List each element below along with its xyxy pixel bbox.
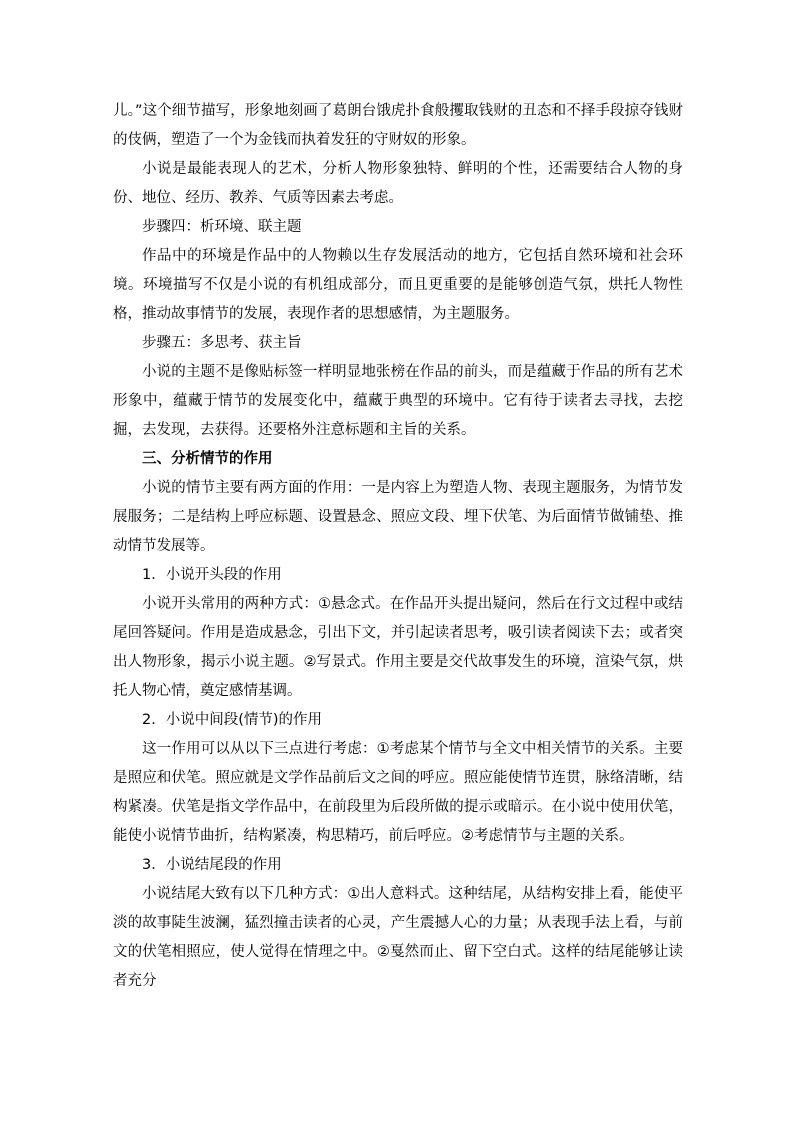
paragraph-opening: 小说开头常用的两种方式：①悬念式。在作品开头提出疑问，然后在行文过程中或结尾回答疑问。作用是造成悬念，引出下文，并引起读者思考，吸引读者阅读下去；或者突出人物形象，揭示小说主题。②写景式。作用主要是交代故事发生的环境，渲染气氛，烘托人物心情，奠定感情基调。 (113, 596, 683, 699)
step-four-heading: 步骤四：析环境、联主题 (142, 219, 302, 235)
paragraph-character-analysis: 小说是最能表现人的艺术，分析人物形象独特、鲜明的个性，还需要结合人物的身份、地位、经历、教养、气质等因素去考虑。 (113, 161, 683, 206)
paragraph-theme: 小说的主题不是像贴标签一样明显地张榜在作品的前头，而是蕴藏于作品的所有艺术形象中，蕴藏于情节的发展变化中，蕴藏于典型的环境中。它有待于读者去寻找，去挖掘，去发现，去获得。还要格外注意标题和主旨的关系。 (113, 364, 683, 438)
subheading-opening: 1．小说开头段的作用 (142, 567, 282, 583)
paragraph-ending: 小说结尾大致有以下几种方式：①出人意料式。这种结尾，从结构安排上看，能使平淡的故事陡生波澜，猛烈撞击读者的心灵，产生震撼人心的力量；从表现手法上看，与前文的伏笔相照应，使人觉得在情理之中。②戛然而止、留下空白式。这样的结尾能够让读者充分 (113, 886, 683, 989)
body-text (113, 97, 683, 996)
paragraph-middle: 这一作用可以从以下三点进行考虑：①考虑某个情节与全文中相关情节的关系。主要是照应和伏笔。照应就是文学作品前后文之间的呼应。照应能使情节连贯，脉络清晰，结构紧凑。伏笔是指文学作品中，在前段里为后段所做的提示或暗示。在小说中使用伏笔，能使小说情节曲折，结构紧凑，构思精巧，前后呼应。②考虑情节与主题的关系。 (113, 741, 683, 844)
paragraph-continuation: 儿。”这个细节描写，形象地刻画了葛朗台饿虎扑食般攫取钱财的丑态和不择手段掠夺钱财的伎俩，塑造了一个为金钱而执着发狂的守财奴的形象。 (113, 103, 683, 148)
section-three-heading: 三、分析情节的作用 (142, 451, 273, 467)
paragraph-environment: 作品中的环境是作品中的人物赖以生存发展活动的地方，它包括自然环境和社会环境。环境描写不仅是小说的有机组成部分，而且更重要的是能够创造气氛，烘托人物性格，推动故事情节的发展，表现作者的思想感情，为主题服务。 (113, 248, 683, 322)
subheading-middle: 2．小说中间段(情节)的作用 (142, 712, 323, 728)
subheading-ending: 3．小说结尾段的作用 (142, 857, 282, 873)
paragraph-plot-function: 小说的情节主要有两方面的作用：一是内容上为塑造人物、表现主题服务，为情节发展服务；二是结构上呼应标题、设置悬念、照应文段、埋下伏笔、为后面情节做铺垫、推动情节发展等。 (113, 480, 683, 554)
step-five-heading: 步骤五：多思考、获主旨 (142, 335, 302, 351)
